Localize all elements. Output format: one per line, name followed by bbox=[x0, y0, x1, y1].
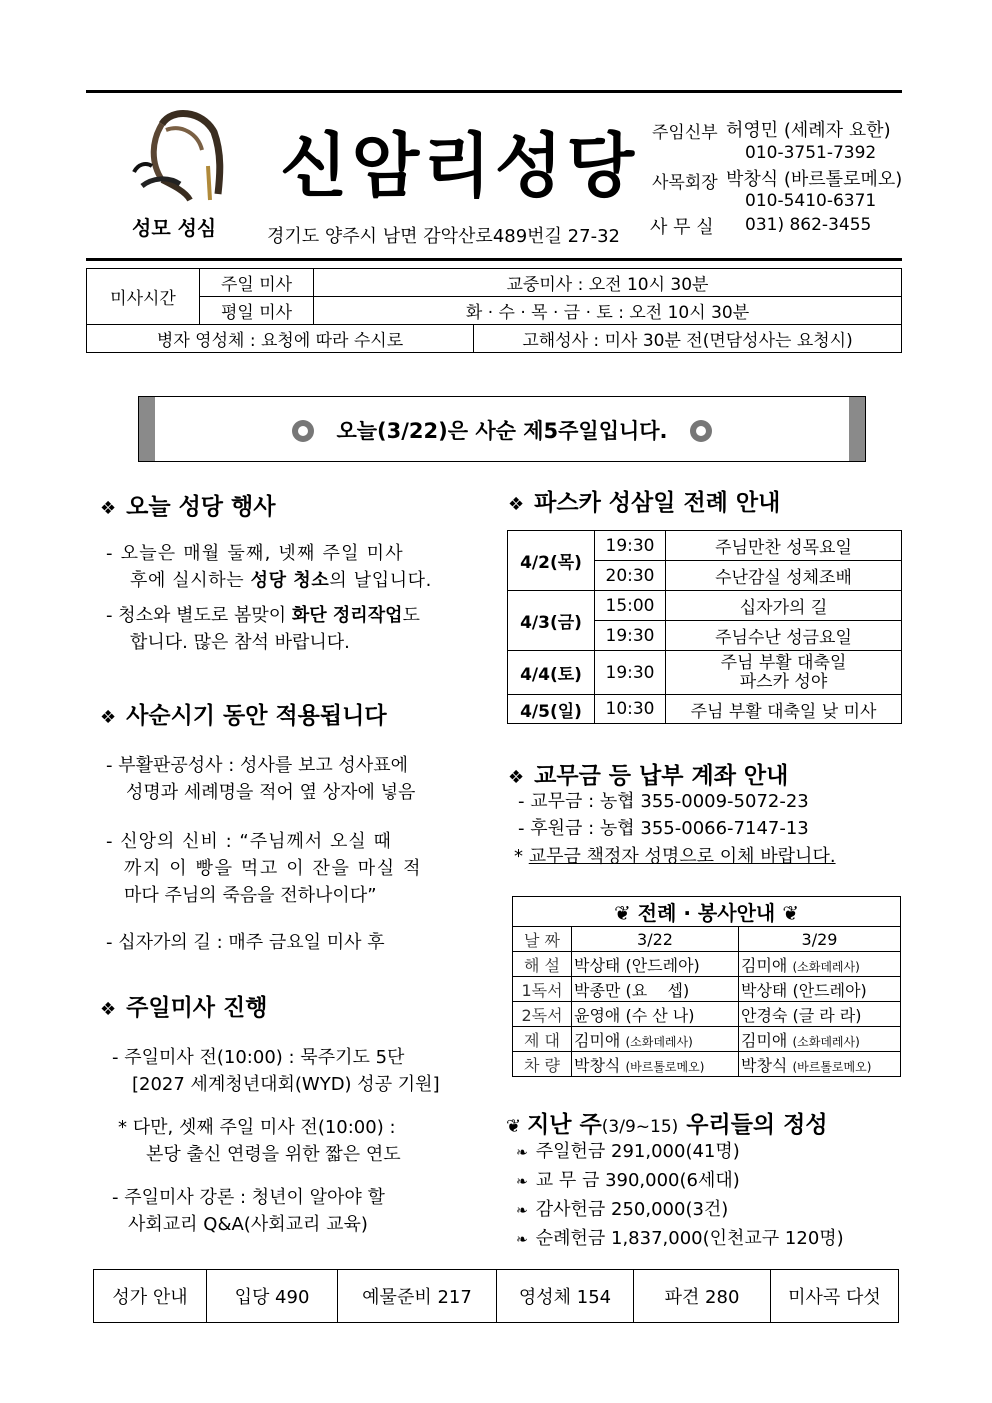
parish-address: 경기도 양주시 남면 감악산로489번길 27-32 bbox=[267, 226, 620, 247]
offering-heading: ❦ 지난 주(3/9~15) 우리들의 정성 bbox=[506, 1112, 828, 1138]
diamond-bullet-icon: ❖ bbox=[100, 707, 117, 728]
pascha-date: 4/4(토) bbox=[508, 651, 595, 695]
flower-icon bbox=[292, 420, 314, 442]
accounts-line-1: - 교무금 : 농협 355-0009-5072-23 bbox=[518, 791, 809, 812]
pascha-date: 4/5(일) bbox=[508, 695, 595, 724]
leaf-bullet-icon: ❧ bbox=[516, 1232, 528, 1248]
leaf-bullet-icon: ❧ bbox=[516, 1203, 528, 1219]
hymn-communion: 영성체 154 bbox=[497, 1270, 634, 1323]
service-cell: 박창식 (바르톨로메오) bbox=[739, 1052, 901, 1077]
pastor-label: 주임신부 bbox=[652, 123, 718, 143]
hymn-offertory: 예물준비 217 bbox=[338, 1270, 497, 1323]
top-rule bbox=[86, 90, 902, 93]
accounts-note: 교무금 책정자 성명으로 이체 바랍니다. bbox=[528, 846, 836, 867]
service-cell: 안경숙 (글 라 라) bbox=[739, 1002, 901, 1027]
hymn-recessional: 파견 280 bbox=[634, 1270, 771, 1323]
flower-icon bbox=[690, 420, 712, 442]
list-item: ❧ 순례헌금 1,837,000(인천교구 120명) bbox=[516, 1228, 844, 1249]
banner-text: 오늘(3/22)은 사순 제5주일입니다. bbox=[336, 419, 668, 443]
pascha-event: 주님 부활 대축일 bbox=[720, 652, 847, 673]
service-cell: 박창식 (바르톨로메오) bbox=[572, 1052, 739, 1077]
sunday-mass-heading bbox=[100, 989, 267, 1022]
header-rule bbox=[86, 258, 902, 261]
list-item: 성명과 세례명을 적어 옆 상자에 넣음 bbox=[126, 782, 416, 803]
council-name: 박창식 (바르톨로메오) bbox=[726, 169, 903, 190]
sunday-mass-title: 주일미사 진행 bbox=[126, 995, 268, 1021]
logo-image bbox=[122, 104, 230, 204]
weekday-mass-value: 화 · 수 · 목 · 금 · 토 : 오전 10시 30분 bbox=[314, 297, 902, 325]
council-phone: 010-5410-6371 bbox=[745, 191, 877, 211]
list-item: ❧ 교 무 금 390,000(6세대) bbox=[516, 1170, 740, 1191]
pascha-time: 19:30 bbox=[595, 531, 666, 561]
service-cell: 박종만 (요 셉) bbox=[572, 977, 739, 1002]
list-item: [2027 세계청년대회(WYD) 성공 기원] bbox=[132, 1074, 440, 1095]
sunday-mass-value: 교중미사 : 오전 10시 30분 bbox=[314, 269, 902, 297]
service-role: 차 량 bbox=[513, 1052, 572, 1077]
list-item: ❧ 감사헌금 250,000(3건) bbox=[516, 1199, 729, 1220]
list-item: - 주일미사 전(10:00) : 묵주기도 5단 bbox=[112, 1047, 405, 1068]
sick-communion: 병자 영성체 : 요청에 따라 수시로 bbox=[87, 325, 474, 353]
today-events-body bbox=[106, 540, 486, 656]
service-title-cell bbox=[513, 897, 901, 927]
leaf-icon: ❦ bbox=[614, 901, 631, 925]
today-events-title: 오늘 성당 행사 bbox=[126, 494, 276, 520]
pascha-event: 주님 부활 대축일 낮 미사 bbox=[666, 695, 902, 724]
office-phone: 031) 862-3455 bbox=[745, 215, 872, 235]
service-role: 2독서 bbox=[513, 1002, 572, 1027]
sunday-mass-label: 주일 미사 bbox=[200, 269, 314, 297]
pascha-time: 10:30 bbox=[595, 695, 666, 724]
list-item: 마다 주님의 죽음을 전하나이다” bbox=[124, 885, 377, 906]
list-item: 합니다. 많은 참석 바랍니다. bbox=[130, 632, 350, 653]
accounts-title: 교무금 등 납부 계좌 안내 bbox=[534, 763, 789, 789]
pascha-time: 19:30 bbox=[595, 651, 666, 695]
hymn-label: 성가 안내 bbox=[94, 1270, 207, 1323]
service-cell: 윤영애 (수 산 나) bbox=[572, 1002, 739, 1027]
list-item: 사회교리 Q&A(사회교리 교육) bbox=[128, 1214, 368, 1235]
lent-body bbox=[106, 752, 486, 956]
offering-list bbox=[516, 1138, 844, 1254]
leaf-icon: ❦ bbox=[506, 1116, 522, 1137]
service-title: 전례 · 봉사안내 bbox=[637, 901, 776, 925]
service-cell: 박상태 (안드레아) bbox=[572, 952, 739, 977]
service-cell: 김미애 (소화데레사) bbox=[739, 952, 901, 977]
hymn-table bbox=[93, 1269, 899, 1323]
parish-title: 신암리성당 bbox=[280, 125, 639, 207]
list-item: - 부활판공성사 : 성사를 보고 성사표에 bbox=[106, 755, 408, 776]
service-table bbox=[512, 896, 901, 1077]
accounts-heading bbox=[508, 757, 788, 790]
service-header-col2: 3/29 bbox=[739, 927, 901, 952]
pascha-heading bbox=[508, 484, 780, 517]
list-item: 본당 출신 연령을 위한 짧은 연도 bbox=[146, 1144, 401, 1165]
service-cell: 김미애 (소화데레사) bbox=[572, 1027, 739, 1052]
pascha-table bbox=[507, 530, 902, 724]
pascha-date: 4/3(금) bbox=[508, 591, 595, 651]
pascha-event-sub: 파스카 성야 bbox=[739, 671, 828, 692]
diamond-bullet-icon: ❖ bbox=[508, 767, 525, 788]
service-header-date: 날 짜 bbox=[513, 927, 572, 952]
service-header-col1: 3/22 bbox=[572, 927, 739, 952]
pastor-name: 허영민 (세례자 요한) bbox=[726, 120, 891, 141]
council-label: 사목회장 bbox=[652, 173, 718, 193]
weekday-mass-label: 평일 미사 bbox=[200, 297, 314, 325]
service-cell: 김미애 (소화데레사) bbox=[739, 1027, 901, 1052]
service-cell: 박상태 (안드레아) bbox=[739, 977, 901, 1002]
mass-times-table bbox=[86, 268, 902, 353]
list-item: - 오늘은 매월 둘째, 넷째 주일 미사 bbox=[106, 543, 404, 564]
list-item: 까지 이 빵을 먹고 이 잔을 마실 적 bbox=[124, 858, 423, 879]
banner-text-row bbox=[139, 415, 865, 445]
list-item: - 십자가의 길 : 매주 금요일 미사 후 bbox=[106, 932, 385, 953]
list-item: 후에 실시하는 성당 청소의 날입니다. bbox=[130, 570, 432, 591]
accounts-note-row: * 교무금 책정자 성명으로 이체 바랍니다. bbox=[514, 846, 836, 867]
sunday-mass-body bbox=[112, 1044, 484, 1238]
service-role: 1독서 bbox=[513, 977, 572, 1002]
service-role: 제 대 bbox=[513, 1027, 572, 1052]
pascha-event: 주님만찬 성목요일 bbox=[666, 531, 902, 561]
list-item: ❧ 주일헌금 291,000(41명) bbox=[516, 1141, 740, 1162]
pascha-event: 주님수난 성금요일 bbox=[666, 621, 902, 651]
diamond-bullet-icon: ❖ bbox=[100, 498, 117, 519]
lent-title: 사순시기 동안 적용됩니다 bbox=[126, 703, 387, 729]
hymn-mass-setting: 미사곡 다섯 bbox=[771, 1270, 899, 1323]
pascha-event: 십자가의 길 bbox=[666, 591, 902, 621]
today-events-heading bbox=[100, 488, 275, 521]
pascha-time: 15:00 bbox=[595, 591, 666, 621]
pascha-title: 파스카 성삼일 전례 안내 bbox=[534, 490, 781, 516]
list-item: - 주일미사 강론 : 청년이 알아야 할 bbox=[112, 1187, 385, 1208]
pascha-time: 20:30 bbox=[595, 561, 666, 591]
accounts-line-2: - 후원금 : 농협 355-0066-7147-13 bbox=[518, 818, 809, 839]
list-item: - 청소와 별도로 봄맞이 화단 정리작업도 bbox=[106, 605, 420, 626]
hymn-entrance: 입당 490 bbox=[207, 1270, 338, 1323]
leaf-icon: ❦ bbox=[782, 901, 799, 925]
logo-caption: 성모 성심 bbox=[132, 216, 217, 240]
sunday-banner bbox=[138, 396, 866, 462]
pascha-date: 4/2(목) bbox=[508, 531, 595, 591]
list-item: - 신앙의 신비 : “주님께서 오실 때 bbox=[106, 831, 392, 852]
pascha-event-cell bbox=[666, 651, 902, 695]
lent-heading bbox=[100, 697, 387, 730]
pastor-phone: 010-3751-7392 bbox=[745, 143, 877, 163]
pascha-time: 19:30 bbox=[595, 621, 666, 651]
service-role: 해 설 bbox=[513, 952, 572, 977]
confession-info: 고해성사 : 미사 30분 전(면담성사는 요청시) bbox=[474, 325, 902, 353]
diamond-bullet-icon: ❖ bbox=[508, 494, 525, 515]
pascha-event: 수난감실 성체조배 bbox=[666, 561, 902, 591]
leaf-bullet-icon: ❧ bbox=[516, 1145, 528, 1161]
diamond-bullet-icon: ❖ bbox=[100, 999, 117, 1020]
mass-times-label: 미사시간 bbox=[87, 269, 200, 325]
office-label: 사 무 실 bbox=[650, 217, 714, 238]
list-item: * 다만, 셋째 주일 미사 전(10:00) : bbox=[118, 1117, 396, 1138]
leaf-bullet-icon: ❧ bbox=[516, 1174, 528, 1190]
